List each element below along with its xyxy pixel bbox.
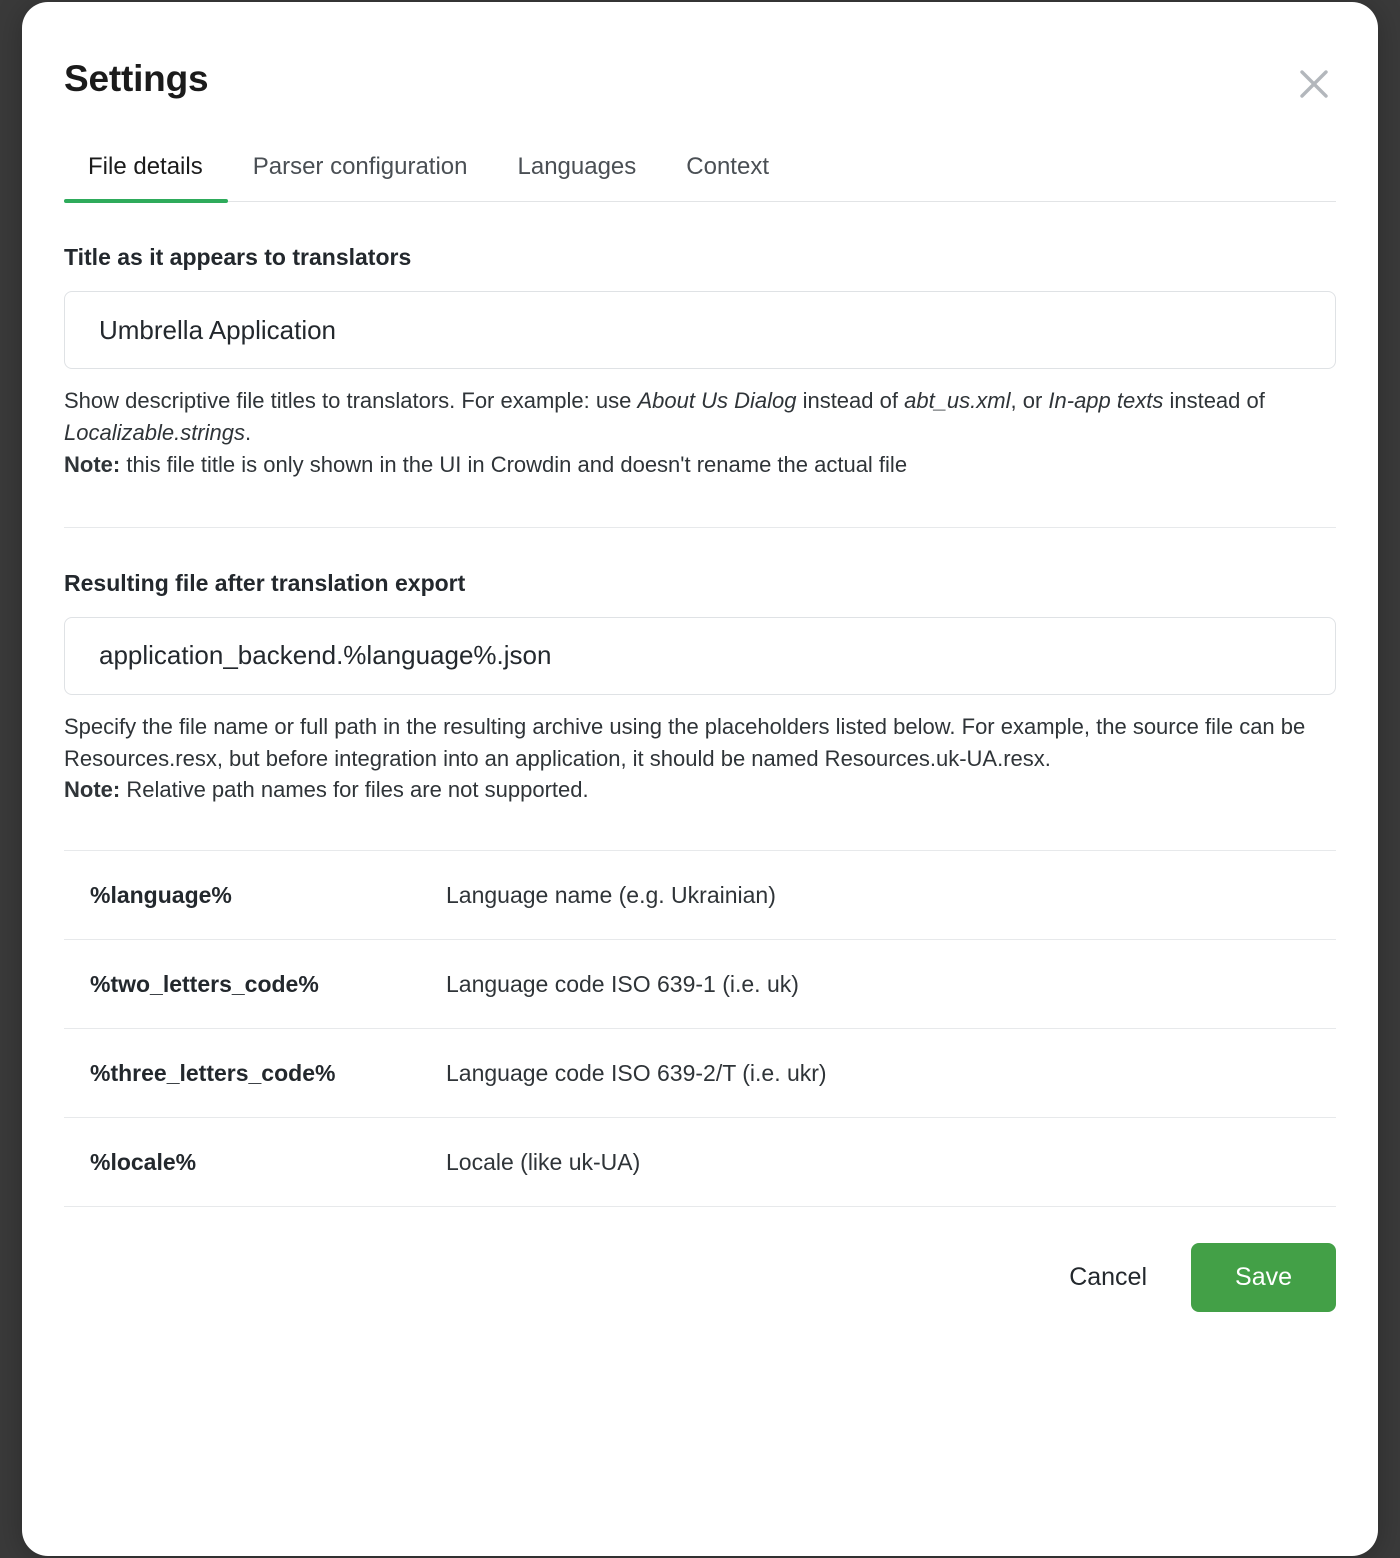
table-row <box>64 1029 1336 1118</box>
title-help-example-1: About Us Dialog <box>637 388 797 413</box>
tab-parser-configuration[interactable]: Parser configuration <box>252 153 468 180</box>
placeholder-key: %two_letters_code% <box>90 970 319 997</box>
page-title: Settings <box>64 58 209 99</box>
title-field-label: Title as it appears to translators <box>64 244 412 270</box>
close-icon[interactable] <box>1294 64 1334 104</box>
dialog-tabs <box>64 153 1336 202</box>
title-help-example-3: In-app texts <box>1048 388 1164 413</box>
save-button[interactable]: Save <box>1191 1243 1336 1312</box>
title-help-part-5: . <box>244 419 252 445</box>
tab-context[interactable]: Context <box>686 153 769 180</box>
placeholder-key: %three_letters_code% <box>90 1059 336 1086</box>
placeholder-description: Locale (like uk-UA) <box>446 1148 641 1175</box>
title-input[interactable] <box>64 291 1336 369</box>
export-help-body: Specify the file name or full path in the resulting archive using the placeholders listed below. For example, the source file can be Resources.resx, but before integration into an application, it should be named Resources.uk-UA.resx. <box>64 713 1306 771</box>
title-help-example-4: Localizable.strings <box>64 419 245 445</box>
title-note-label: Note: <box>64 451 121 477</box>
export-field-label: Resulting file after translation export <box>64 569 466 596</box>
tab-languages[interactable]: Languages <box>517 153 637 180</box>
dialog-body <box>22 244 1378 1207</box>
placeholder-description: Language code ISO 639-2/T (i.e. ukr) <box>446 1059 827 1086</box>
placeholders-table <box>64 850 1336 1207</box>
title-help-part-2: instead of <box>796 388 905 413</box>
placeholder-description: Language code ISO 639-1 (i.e. uk) <box>446 970 799 997</box>
table-row <box>64 851 1336 940</box>
export-note-label: Note: <box>64 777 121 803</box>
title-help-part-3: , or <box>1010 388 1049 413</box>
tab-file-details[interactable]: File details <box>64 153 228 201</box>
title-help-part-4: instead of <box>1163 388 1265 413</box>
settings-dialog <box>22 2 1378 1556</box>
export-pattern-input[interactable] <box>64 617 1336 695</box>
dialog-footer <box>22 1207 1378 1312</box>
placeholder-key: %locale% <box>90 1148 197 1175</box>
table-row <box>64 940 1336 1029</box>
title-help-example-2: abt_us.xml <box>904 388 1011 413</box>
placeholder-key: %language% <box>90 881 232 908</box>
section-divider <box>64 527 1336 528</box>
title-help-part-1: Show descriptive file titles to translators. For example: use <box>64 388 638 413</box>
title-help-text <box>64 385 1336 481</box>
placeholder-description: Language name (e.g. Ukrainian) <box>446 881 776 908</box>
export-help-text <box>64 711 1336 807</box>
dialog-header <box>22 2 1378 97</box>
cancel-button[interactable]: Cancel <box>1039 1245 1177 1310</box>
title-note-text: this file title is only shown in the UI in Crowdin and doesn't rename the actual file <box>120 451 908 477</box>
table-row <box>64 1118 1336 1207</box>
export-note-text: Relative path names for files are not supported. <box>120 777 589 803</box>
